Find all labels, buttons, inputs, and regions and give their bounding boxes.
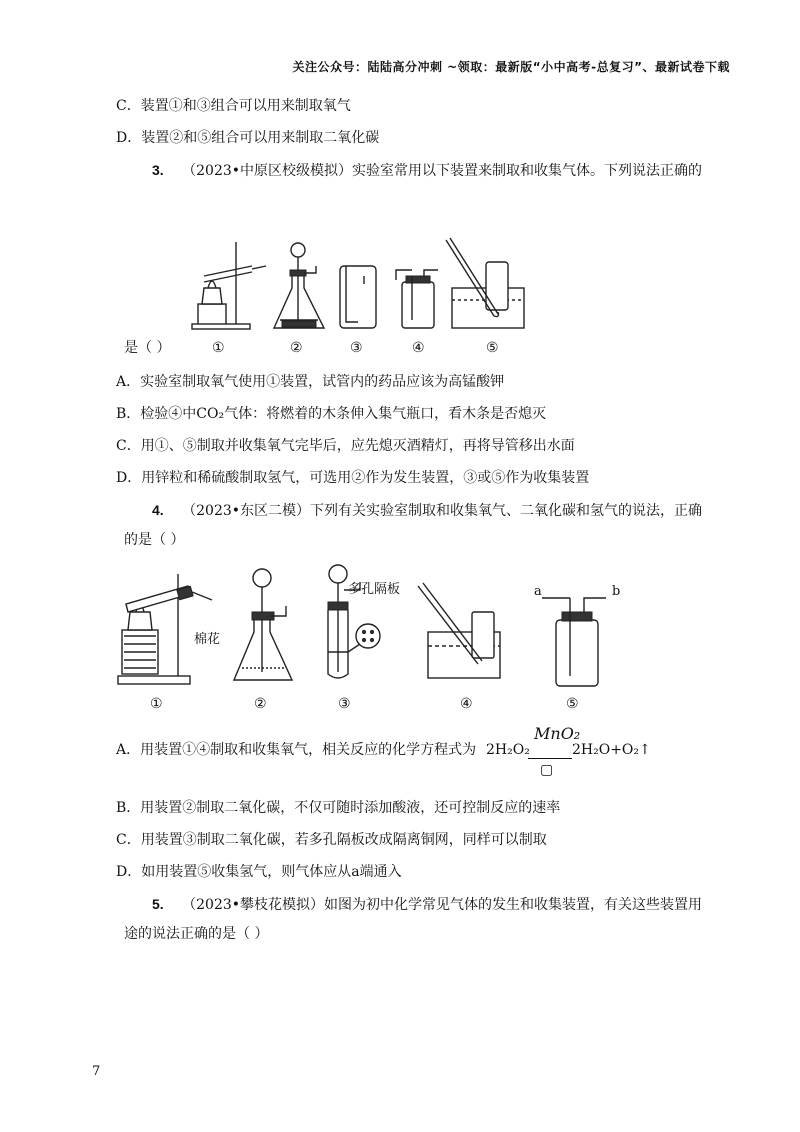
- q3-stem-tail: 是（ ）: [124, 340, 171, 356]
- q5-stem: （2023•攀枝花模拟）如图为初中化学常见气体的发生和收集装置，有关这些装置用: [182, 897, 703, 913]
- q3-device-5: [446, 238, 524, 328]
- q3-device-1: [192, 242, 266, 329]
- q3-device-2: [274, 243, 324, 328]
- equation-catalyst: MnO₂: [534, 724, 581, 743]
- equation-reactant: 2H₂O₂: [486, 742, 530, 758]
- q3-label-4: ④: [412, 340, 425, 356]
- q4-header: [152, 500, 702, 521]
- q4-port-b-label: b: [612, 584, 621, 599]
- q4-porous-plate-label: 多孔隔板: [348, 582, 401, 597]
- q4-number: 4.: [152, 502, 164, 518]
- q4-label-1: ①: [150, 696, 163, 712]
- equation-condition: ▢: [540, 762, 554, 778]
- q3-stem: （2023•中原区校级模拟）实验室常用以下装置来制取和收集气体。下列说法正确的: [182, 163, 703, 179]
- q3-device-3: [340, 266, 376, 328]
- q4-label-5: ⑤: [566, 696, 579, 712]
- q4-device-5: [542, 598, 606, 686]
- q4-option-b: B．用装置②制取二氧化碳，不仅可随时添加酸液，还可控制反应的速率: [116, 800, 561, 816]
- q3-option-a: A．实验室制取氧气使用①装置，试管内的药品应该为高锰酸钾: [116, 374, 505, 390]
- page-header: 关注公众号：陆陆高分冲刺 ~领取：最新版“小中高考-总复习”、最新试卷下载: [292, 60, 730, 74]
- q4-option-a: A．用装置①④制取和收集氧气，相关反应的化学方程式为: [116, 742, 477, 758]
- q4-device-4: [418, 583, 500, 678]
- prev-option-d: D．装置②和⑤组合可以用来制取二氧化碳: [116, 130, 380, 146]
- equation-products: 2H₂O+O₂↑: [572, 742, 651, 758]
- q4-cotton-label: 棉花: [194, 632, 221, 647]
- q4-stem-tail: 的是（ ）: [124, 532, 185, 548]
- q4-option-d: D．如用装置⑤收集氢气，则气体应从a端通入: [116, 864, 402, 880]
- q4-stem: （2023•东区二模）下列有关实验室制取和收集氧气、二氧化碳和氢气的说法，正确: [182, 503, 703, 519]
- equation-arrow-line: [528, 758, 572, 759]
- q5-stem-tail: 途的说法正确的是（ ）: [124, 926, 269, 942]
- q3-option-d: D．用锌粒和稀硫酸制取氢气，可选用②作为发生装置，③或⑤作为收集装置: [116, 470, 590, 486]
- q3-label-2: ②: [290, 340, 303, 356]
- q4-figure: [112, 556, 632, 696]
- q4-label-2: ②: [254, 696, 267, 712]
- q5-header: [152, 894, 702, 915]
- page-number: 7: [92, 1064, 101, 1079]
- q4-option-c: C．用装置③制取二氧化碳，若多孔隔板改成隔离铜网，同样可以制取: [116, 832, 547, 848]
- q3-label-3: ③: [350, 340, 363, 356]
- q4-label-3: ③: [338, 696, 351, 712]
- q3-label-5: ⑤: [486, 340, 499, 356]
- q3-number: 3.: [152, 162, 164, 178]
- q3-option-b: B．检验④中CO₂气体：将燃着的木条伸入集气瓶口，看木条是否熄灭: [116, 406, 547, 422]
- q3-device-4: [396, 270, 438, 328]
- q5-number: 5.: [152, 896, 164, 912]
- q4-port-a-label: a: [534, 584, 542, 599]
- q3-header: [152, 160, 702, 181]
- q4-device-2: [234, 569, 292, 680]
- q3-option-c: C．用①、⑤制取并收集氧气完毕后，应先熄灭酒精灯，再将导管移出水面: [116, 438, 575, 454]
- q4-label-4: ④: [460, 696, 473, 712]
- q3-label-1: ①: [212, 340, 225, 356]
- prev-option-c: C．装置①和③组合可以用来制取氧气: [116, 98, 351, 114]
